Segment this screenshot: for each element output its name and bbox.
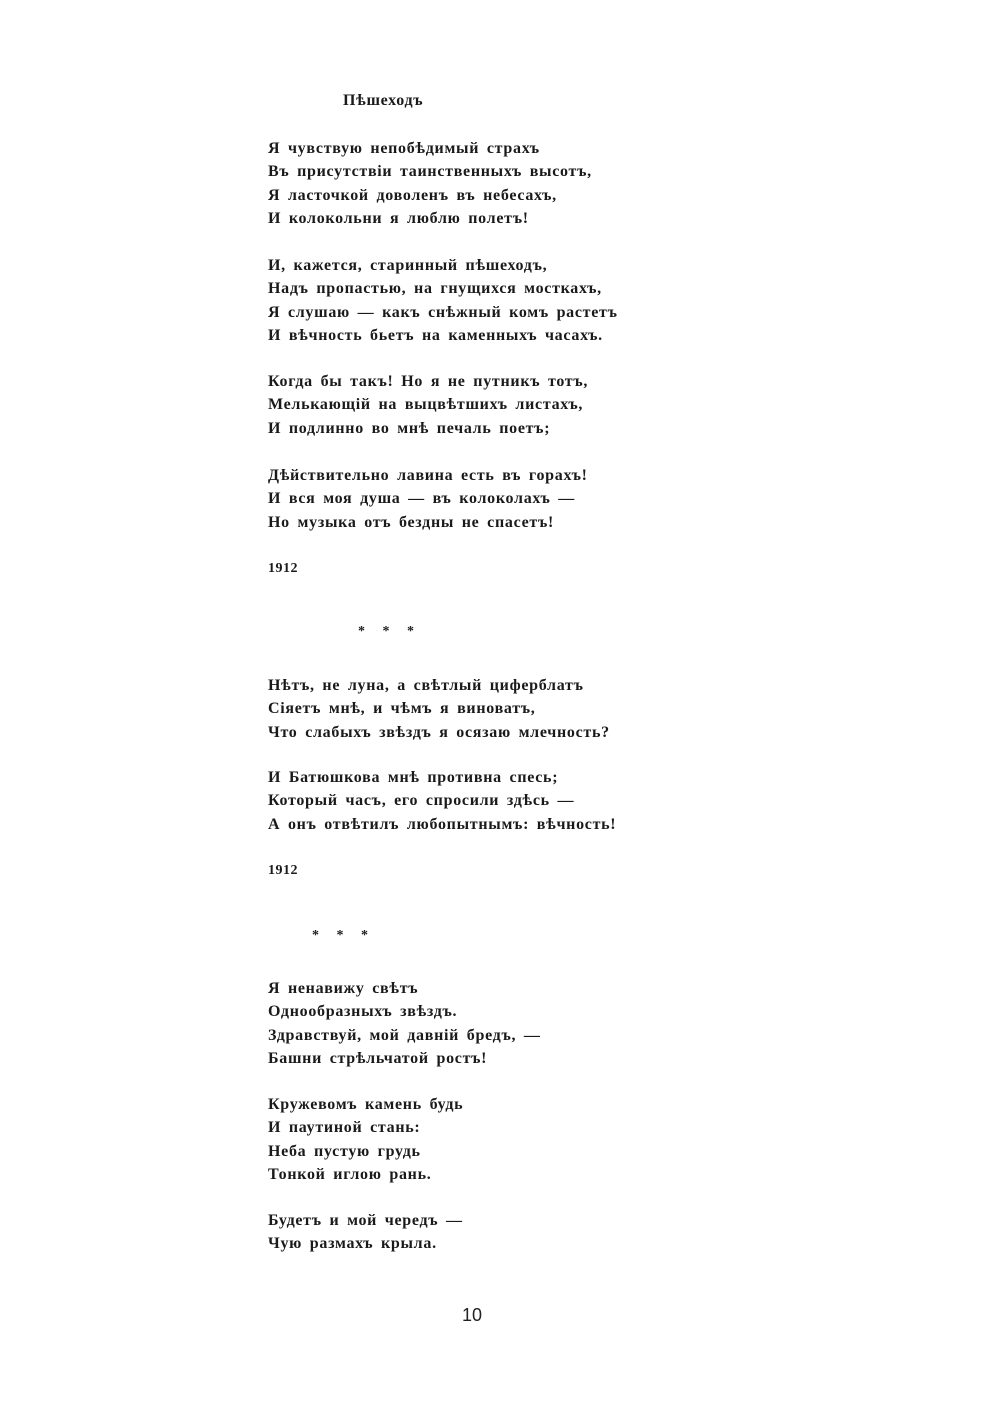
page-number: 10: [462, 1305, 483, 1325]
verse-line: Но музыка отъ бездны не спасетъ!: [268, 513, 555, 531]
verse-line: Я чувствую непобѣдимый страхъ: [268, 140, 540, 157]
stanza: [268, 977, 541, 1071]
verse-line: Что слабыхъ звѣздъ я осязаю млечность?: [268, 723, 610, 741]
verse-line: Который часъ, его спросили здѣсь —: [268, 792, 575, 810]
verse-line: И Батюшкова мнѣ противна спесь;: [268, 769, 559, 786]
verse-line: Когда бы такъ! Но я не путникъ тотъ,: [268, 373, 589, 390]
stanza: [268, 1209, 463, 1256]
stanza: [268, 370, 588, 440]
verse-line: Неба пустую грудь: [268, 1142, 421, 1160]
year: 1912: [268, 561, 298, 576]
separator-stars: * * *: [358, 624, 414, 639]
stanza: [268, 254, 618, 348]
verse-line: Нѣтъ, не луна, а свѣтлый циферблатъ: [268, 677, 584, 694]
verse-line: Мелькающій на выцвѣтшихъ листахъ,: [268, 396, 584, 414]
poem-title: Пѣшеходъ: [343, 92, 424, 109]
verse-line: Кружевомъ камень будь: [268, 1096, 464, 1113]
verse-line: Я слушаю — какъ снѣжный комъ растетъ: [268, 303, 618, 321]
verse-line: Чую размахъ крыла.: [268, 1235, 437, 1253]
verse-line: А онъ отвѣтилъ любопытнымъ: вѣчность!: [268, 815, 617, 833]
verse-line: Я ласточкой доволенъ въ небесахъ,: [268, 186, 557, 204]
verse-line: Башни стрѣльчатой ростъ!: [268, 1050, 488, 1068]
stanza: [268, 1093, 463, 1187]
verse-line: Будетъ и мой чередъ —: [268, 1212, 463, 1229]
verse-line: И вся моя душа — въ колоколахъ —: [268, 490, 575, 508]
separator-stars: * * *: [312, 928, 368, 943]
stanza: [268, 464, 588, 534]
stanza: [268, 137, 592, 231]
verse-line: Здравствуй, мой давній бредъ, —: [268, 1026, 541, 1044]
verse-line: Я ненавижу свѣтъ: [268, 980, 419, 997]
verse-line: Однообразныхъ звѣздъ.: [268, 1003, 458, 1021]
verse-line: И колокольни я люблю полетъ!: [268, 210, 529, 228]
verse-line: И паутиной стань:: [268, 1119, 421, 1137]
verse-line: И подлинно во мнѣ печаль поетъ;: [268, 419, 551, 437]
verse-line: Надъ пропастью, на гнущихся мосткахъ,: [268, 280, 602, 298]
stanza: [268, 766, 616, 836]
verse-line: Тонкой иглою рань.: [268, 1166, 432, 1184]
verse-line: Дѣйствительно лавина есть въ горахъ!: [268, 467, 588, 484]
verse-line: И, кажется, старинный пѣшеходъ,: [268, 257, 548, 274]
verse-line: Въ присутствіи таинственныхъ высотъ,: [268, 163, 592, 181]
stanza: [268, 674, 610, 744]
verse-line: Сіяетъ мнѣ, и чѣмъ я виноватъ,: [268, 700, 536, 718]
verse-line: И вѣчность бьетъ на каменныхъ часахъ.: [268, 327, 603, 345]
year: 1912: [268, 863, 298, 878]
